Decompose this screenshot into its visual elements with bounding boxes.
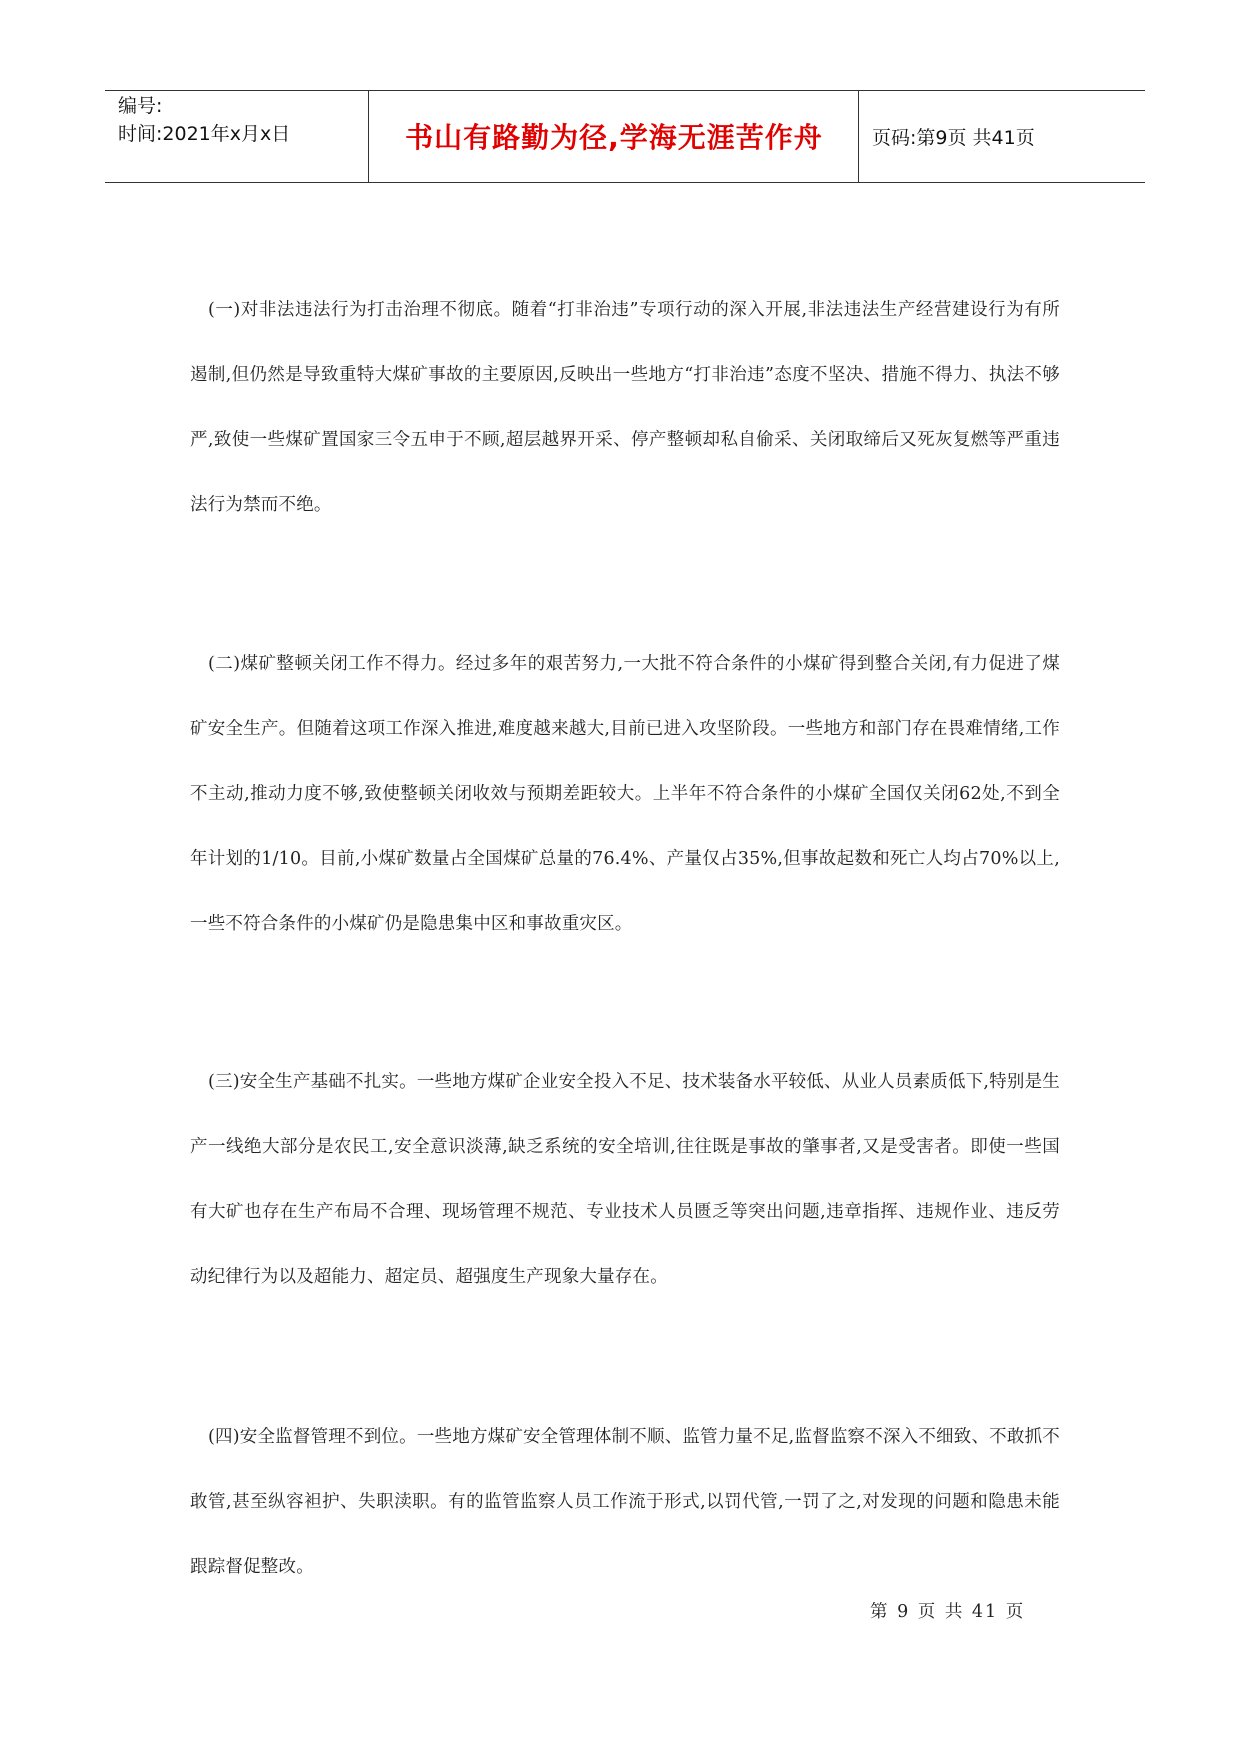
body-paragraph-4: (四)安全监督管理不到位。一些地方煤矿安全管理体制不顺、监管力量不足,监督监察不深入不细致、不敢抓不敢管,甚至纵容袒护、失职渎职。有的监管监察人员工作流于形式,以罚代管,一罚了之,对发现的问题和隐患未能跟踪督促整改。 [190, 1427, 1060, 1577]
header-divider-left [368, 90, 369, 182]
body-paragraph-1: (一)对非法违法行为打击治理不彻底。随着“打非治违”专项行动的深入开展,非法违法生产经营建设行为有所遏制,但仍然是导致重特大煤矿事故的主要原因,反映出一些地方“打非治违”态度不坚决、措施不得力、执法不够严,致使一些煤矿置国家三令五申于不顾,超层越界开采、停产整顿却私自偷采、关闭取缔后又死灰复燃等严重违法行为禁而不绝。 [190, 300, 1060, 515]
document-time-label: 时间:2021年x月x日 [118, 123, 291, 145]
header-meta [118, 92, 366, 148]
document-number-label: 编号: [118, 95, 163, 117]
body-paragraph-3: (三)安全生产基础不扎实。一些地方煤矿企业安全投入不足、技术装备水平较低、从业人员素质低下,特别是生产一线绝大部分是农民工,安全意识淡薄,缺乏系统的安全培训,往往既是事故的肇事者,又是受害者。即使一些国有大矿也存在生产布局不合理、现场管理不规范、专业技术人员匮乏等突出问题,违章指挥、违规作业、违反劳动纪律行为以及超能力、超定员、超强度生产现象大量存在。 [190, 1072, 1060, 1287]
body-paragraph-2: (二)煤矿整顿关闭工作不得力。经过多年的艰苦努力,一大批不符合条件的小煤矿得到整合关闭,有力促进了煤矿安全生产。但随着这项工作深入推进,难度越来越大,目前已进入攻坚阶段。一些地方和部门存在畏难情绪,工作不主动,推动力度不够,致使整顿关闭收效与预期差距较大。上半年不符合条件的小煤矿全国仅关闭62处,不到全年计划的1/10。目前,小煤矿数量占全国煤矿总量的76.4%、产量仅占35%,但事故起数和死亡人均占70%以上,一些不符合条件的小煤矿仍是隐患集中区和事故重灾区。 [190, 654, 1060, 934]
footer-page-number: 第 9 页 共 41 页 [870, 1602, 1026, 1622]
header-divider-right [858, 90, 859, 182]
header-bottom-rule [105, 182, 1145, 183]
header-motto: 书山有路勤为径,学海无涯苦作舟 [405, 121, 823, 154]
header-page-label: 页码:第9页 共41页 [872, 126, 1035, 149]
